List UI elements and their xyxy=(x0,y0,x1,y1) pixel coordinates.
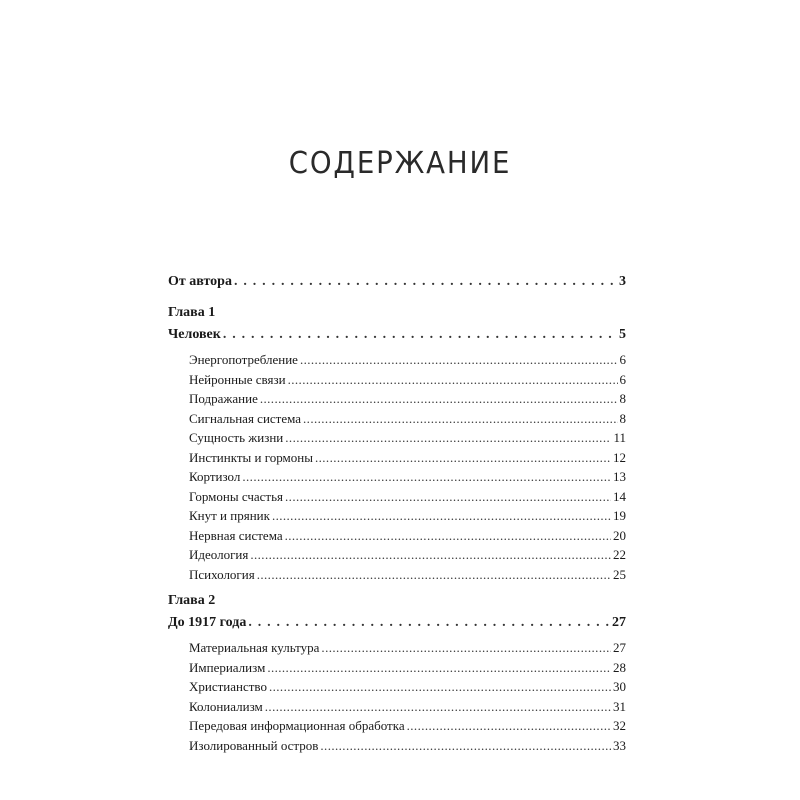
toc-subentry-page: 28 xyxy=(613,659,626,675)
toc-subentry xyxy=(168,409,626,429)
toc-subentry xyxy=(168,370,626,390)
dot-leader xyxy=(242,467,611,487)
dot-leader xyxy=(248,612,610,634)
chapter-1-items xyxy=(168,350,626,584)
dot-leader xyxy=(321,638,611,658)
toc-subentry-page: 13 xyxy=(613,469,626,484)
toc-subentry-page: 31 xyxy=(613,698,626,714)
toc-subentry xyxy=(168,658,626,678)
toc-entry-label: Человек xyxy=(168,327,221,342)
dot-leader xyxy=(260,389,618,409)
toc-subentry-label: Сущность жизни xyxy=(189,430,284,445)
toc-subentry xyxy=(168,736,626,756)
chapter-1-title-entry xyxy=(168,324,626,346)
toc-subentry-page: 14 xyxy=(613,488,626,504)
toc-entry-page: 3 xyxy=(619,274,626,289)
toc-subentry-label: Идеология xyxy=(189,547,249,562)
dot-leader xyxy=(303,409,617,429)
chapter-2-heading: Глава 2 xyxy=(168,593,216,608)
toc-subentry-label: Передовая информационная обработка xyxy=(189,718,405,733)
toc-subentry xyxy=(168,697,626,717)
dot-leader xyxy=(288,370,618,390)
toc-entry-label: До 1917 года xyxy=(168,615,247,630)
toc-subentry-label: Кнут и пряник xyxy=(189,508,270,523)
toc-subentry-page: 19 xyxy=(613,508,626,523)
dot-leader xyxy=(285,428,611,448)
toc-entry-page: 5 xyxy=(619,327,626,342)
toc-subentry-label: Империализм xyxy=(189,659,266,675)
table-of-contents xyxy=(168,268,626,757)
toc-subentry xyxy=(168,565,626,585)
toc-subentry-page: 11 xyxy=(613,430,626,445)
toc-subentry-page: 30 xyxy=(613,679,626,694)
toc-subentry xyxy=(168,487,626,507)
toc-subentry-page: 32 xyxy=(613,718,626,733)
dot-leader xyxy=(269,677,611,697)
toc-subentry-page: 27 xyxy=(613,640,626,655)
chapter-2-title-entry xyxy=(168,612,626,634)
toc-subentry xyxy=(168,428,626,448)
toc-subentry xyxy=(168,506,626,526)
dot-leader xyxy=(250,545,611,565)
toc-subentry-page: 20 xyxy=(613,527,626,543)
toc-subentry-label: Нейронные связи xyxy=(189,371,286,387)
toc-subentry-page: 12 xyxy=(613,449,626,465)
toc-subentry-page: 8 xyxy=(619,391,626,406)
toc-subentry-label: Энергопотребление xyxy=(189,352,298,367)
toc-subentry-page: 25 xyxy=(613,566,626,582)
chapter-1-heading: Глава 1 xyxy=(168,305,216,320)
toc-subentry-label: Христианство xyxy=(189,679,267,694)
dot-leader xyxy=(315,448,611,468)
dot-leader xyxy=(257,565,611,585)
toc-subentry xyxy=(168,526,626,546)
dot-leader xyxy=(272,506,611,526)
dot-leader xyxy=(223,324,617,346)
dot-leader xyxy=(265,697,611,717)
page-title: СОДЕРЖАНИЕ xyxy=(288,146,512,181)
toc-subentry-label: Подражание xyxy=(189,391,258,406)
chapter-2-items xyxy=(168,638,626,755)
dot-leader xyxy=(407,716,611,736)
toc-subentry xyxy=(168,448,626,468)
toc-subentry-page: 8 xyxy=(619,410,626,426)
chapter-2-section xyxy=(168,590,626,755)
toc-subentry-page: 22 xyxy=(613,547,626,562)
dot-leader xyxy=(234,268,617,296)
toc-subentry-label: Изолированный остров xyxy=(189,737,319,753)
chapter-1-section xyxy=(168,302,626,584)
toc-subentry-label: Психология xyxy=(189,566,255,582)
dot-leader xyxy=(285,526,611,546)
toc-subentry-page: 6 xyxy=(619,352,626,367)
toc-subentry xyxy=(168,467,626,487)
dot-leader xyxy=(320,736,611,756)
toc-subentry-page: 33 xyxy=(613,737,626,753)
toc-subentry xyxy=(168,389,626,409)
toc-subentry-label: Материальная культура xyxy=(189,640,320,655)
toc-entry-page: 27 xyxy=(612,615,626,630)
toc-subentry-label: Сигнальная система xyxy=(189,410,302,426)
toc-subentry xyxy=(168,545,626,565)
toc-subentry-label: Нервная система xyxy=(189,527,283,543)
dot-leader xyxy=(285,487,611,507)
toc-subentry-label: Инстинкты и гормоны xyxy=(189,449,313,465)
toc-subentry-label: Колониализм xyxy=(189,698,263,714)
toc-subentry-page: 6 xyxy=(619,371,626,387)
toc-subentry-label: Кортизол xyxy=(189,469,241,484)
toc-subentry-label: Гормоны счастья xyxy=(189,488,284,504)
toc-subentry xyxy=(168,638,626,658)
toc-subentry xyxy=(168,716,626,736)
dot-leader xyxy=(267,658,611,678)
toc-subentry xyxy=(168,350,626,370)
toc-entry-author xyxy=(168,268,626,296)
toc-subentry xyxy=(168,677,626,697)
toc-entry-label: От автора xyxy=(168,274,232,289)
dot-leader xyxy=(300,350,618,370)
